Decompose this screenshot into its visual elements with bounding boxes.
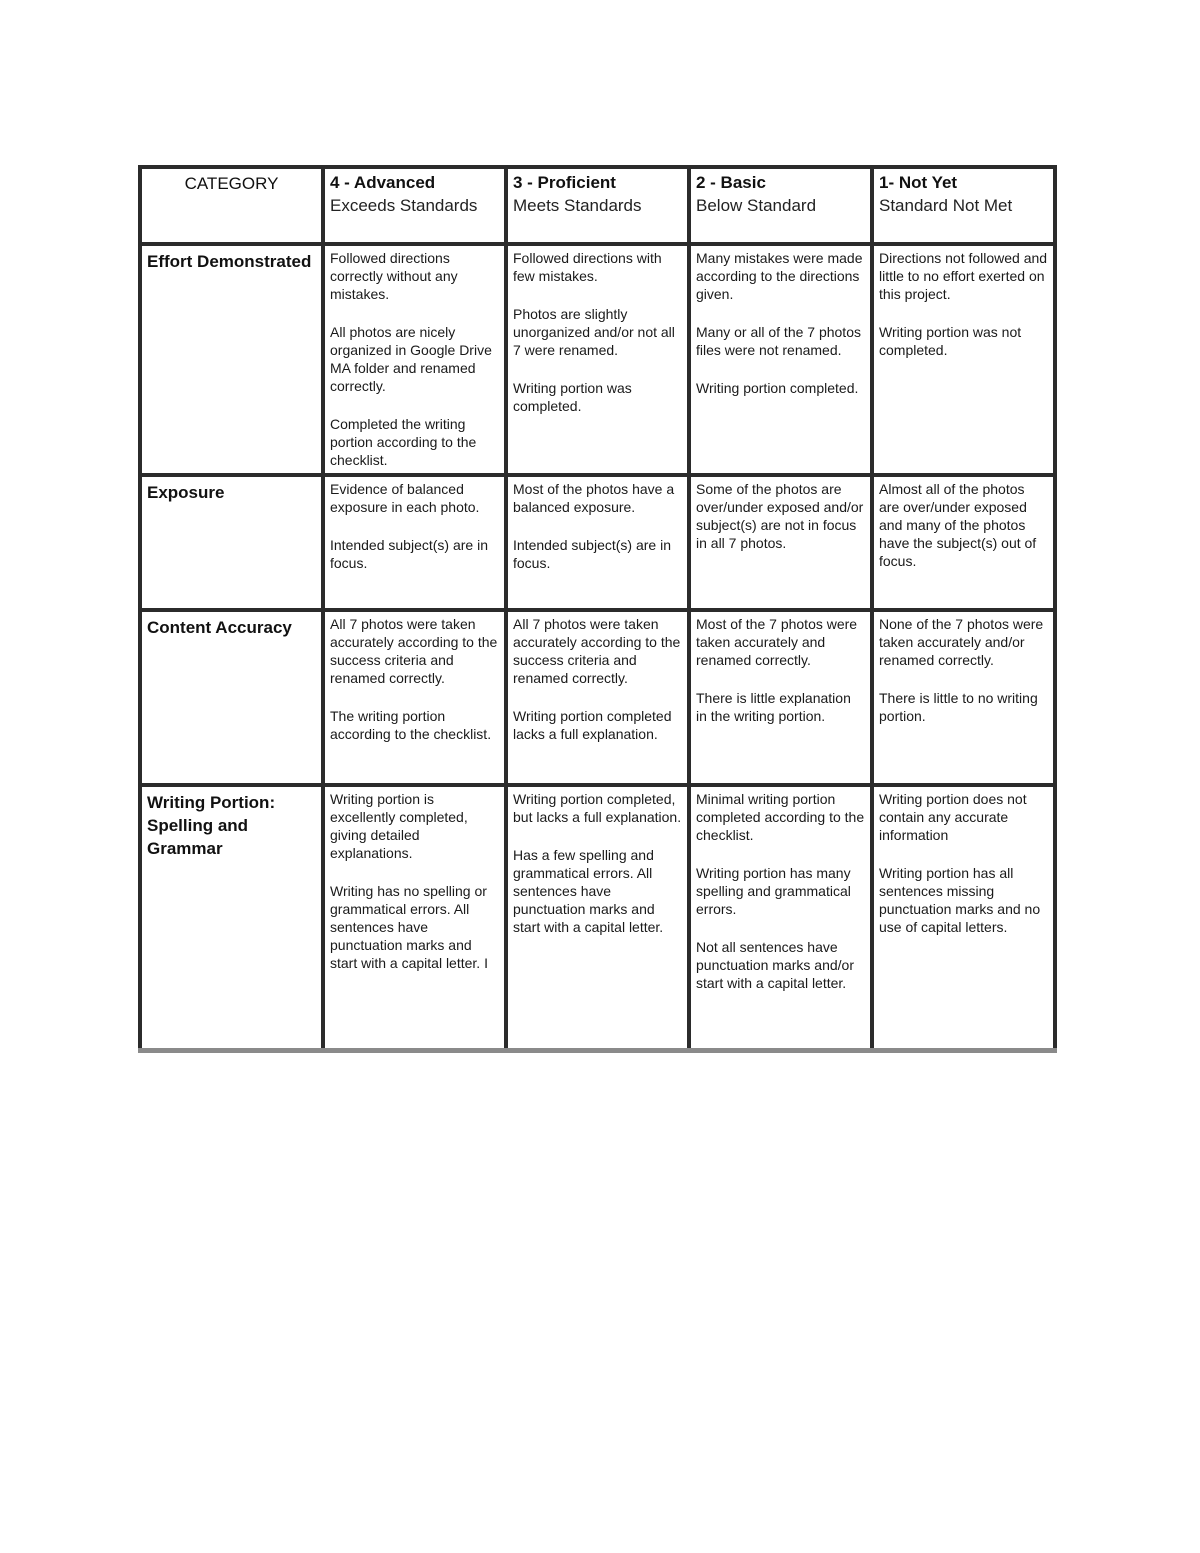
- criteria-cell: [689, 244, 872, 475]
- criteria-cell: [323, 244, 506, 475]
- criteria-text: None of the 7 photos were taken accurately and/or renamed correctly.: [879, 616, 1044, 668]
- criteria-cell: [323, 475, 506, 610]
- criteria-text: Photos are slightly unorganized and/or not all 7 were renamed.: [513, 306, 675, 358]
- criteria-text: All 7 photos were taken accurately according to the success criteria and renamed correctly.: [330, 616, 498, 686]
- level-subtitle: Standard Not Met: [879, 196, 1013, 215]
- level-title: 4 - Advanced: [330, 173, 436, 192]
- criteria-text: There is little explanation in the writing portion.: [696, 690, 851, 724]
- level-header-cell: [872, 167, 1055, 244]
- level-header-cell: [506, 167, 689, 244]
- criteria-text: Writing portion has many spelling and grammatical errors.: [696, 865, 851, 917]
- criteria-text: Most of the 7 photos were taken accurately and renamed correctly.: [696, 616, 858, 668]
- level-header-cell: [323, 167, 506, 244]
- rubric-row: [140, 475, 1055, 610]
- criteria-text: Almost all of the photos are over/under exposed and many of the photos have the subject(s) out of focus.: [879, 481, 1037, 569]
- criteria-cell: [689, 610, 872, 785]
- row-label: Exposure: [147, 483, 225, 502]
- criteria-cell: [506, 610, 689, 785]
- row-label: Content Accuracy: [147, 618, 292, 637]
- criteria-cell: [689, 475, 872, 610]
- level-subtitle: Exceeds Standards: [330, 196, 478, 215]
- criteria-text: All photos are nicely organized in Google Drive MA folder and renamed correctly.: [330, 324, 492, 394]
- rubric-table: [138, 165, 1057, 1053]
- row-label-cell: [140, 785, 323, 1051]
- criteria-cell: [323, 610, 506, 785]
- criteria-text: Writing has no spelling or grammatical errors. All sentences have punctuation marks and start with a capital letter. I: [330, 883, 488, 971]
- criteria-text: Not all sentences have punctuation marks and/or start with a capital letter.: [696, 939, 854, 991]
- criteria-cell: [506, 475, 689, 610]
- row-label-cell: [140, 244, 323, 475]
- criteria-text: Writing portion is excellently completed, giving detailed explanations.: [330, 791, 468, 861]
- level-title: 2 - Basic: [696, 173, 766, 192]
- criteria-text: Writing portion was not completed.: [879, 324, 1022, 358]
- criteria-text: Writing portion has all sentences missing punctuation marks and no use of capital letters.: [879, 865, 1041, 935]
- criteria-text: Evidence of balanced exposure in each photo.: [330, 481, 480, 515]
- criteria-text: All 7 photos were taken accurately according to the success criteria and renamed correctly.: [513, 616, 681, 686]
- level-title: 3 - Proficient: [513, 173, 616, 192]
- criteria-text: Minimal writing portion completed according to the checklist.: [696, 791, 865, 843]
- criteria-text: Intended subject(s) are in focus.: [513, 537, 671, 571]
- level-header-cell: [689, 167, 872, 244]
- criteria-text: Intended subject(s) are in focus.: [330, 537, 488, 571]
- criteria-cell: [506, 785, 689, 1051]
- criteria-text: Writing portion was completed.: [513, 380, 632, 414]
- criteria-cell: [506, 244, 689, 475]
- criteria-text: Many mistakes were made according to the directions given.: [696, 250, 863, 302]
- criteria-cell: [872, 785, 1055, 1051]
- criteria-text: The writing portion according to the checklist.: [330, 708, 492, 742]
- level-subtitle: Meets Standards: [513, 196, 642, 215]
- row-label: Effort Demonstrated: [147, 252, 312, 271]
- criteria-text: Writing portion completed, but lacks a full explanation.: [513, 791, 682, 825]
- criteria-text: Writing portion completed.: [696, 380, 859, 396]
- level-title: 1- Not Yet: [879, 173, 958, 192]
- criteria-cell: [872, 610, 1055, 785]
- rubric-row: [140, 610, 1055, 785]
- criteria-text: Many or all of the 7 photos files were not renamed.: [696, 324, 861, 358]
- criteria-cell: [689, 785, 872, 1051]
- criteria-text: Has a few spelling and grammatical errors. All sentences have punctuation marks and start with a capital letter.: [513, 847, 664, 935]
- criteria-cell: [323, 785, 506, 1051]
- category-header-cell: [140, 167, 323, 244]
- criteria-cell: [872, 475, 1055, 610]
- row-label: Writing Portion: Spelling and Grammar: [147, 793, 276, 858]
- level-subtitle: Below Standard: [696, 196, 817, 215]
- criteria-text: Directions not followed and little to no effort exerted on this project.: [879, 250, 1048, 302]
- criteria-cell: [872, 244, 1055, 475]
- criteria-text: Writing portion does not contain any accurate information: [879, 791, 1027, 843]
- criteria-text: Followed directions correctly without any mistakes.: [330, 250, 458, 302]
- category-header: CATEGORY: [184, 174, 279, 193]
- row-label-cell: [140, 610, 323, 785]
- criteria-text: There is little to no writing portion.: [879, 690, 1038, 724]
- criteria-text: Followed directions with few mistakes.: [513, 250, 662, 284]
- rubric-row: [140, 244, 1055, 475]
- header-row: [140, 167, 1055, 244]
- criteria-text: Most of the photos have a balanced exposure.: [513, 481, 675, 515]
- rubric-row: [140, 785, 1055, 1051]
- criteria-text: Writing portion completed lacks a full explanation.: [513, 708, 672, 742]
- row-label-cell: [140, 475, 323, 610]
- criteria-text: Some of the photos are over/under exposed and/or subject(s) are not in focus in all 7 photos.: [696, 481, 864, 551]
- criteria-text: Completed the writing portion according to the checklist.: [330, 416, 477, 468]
